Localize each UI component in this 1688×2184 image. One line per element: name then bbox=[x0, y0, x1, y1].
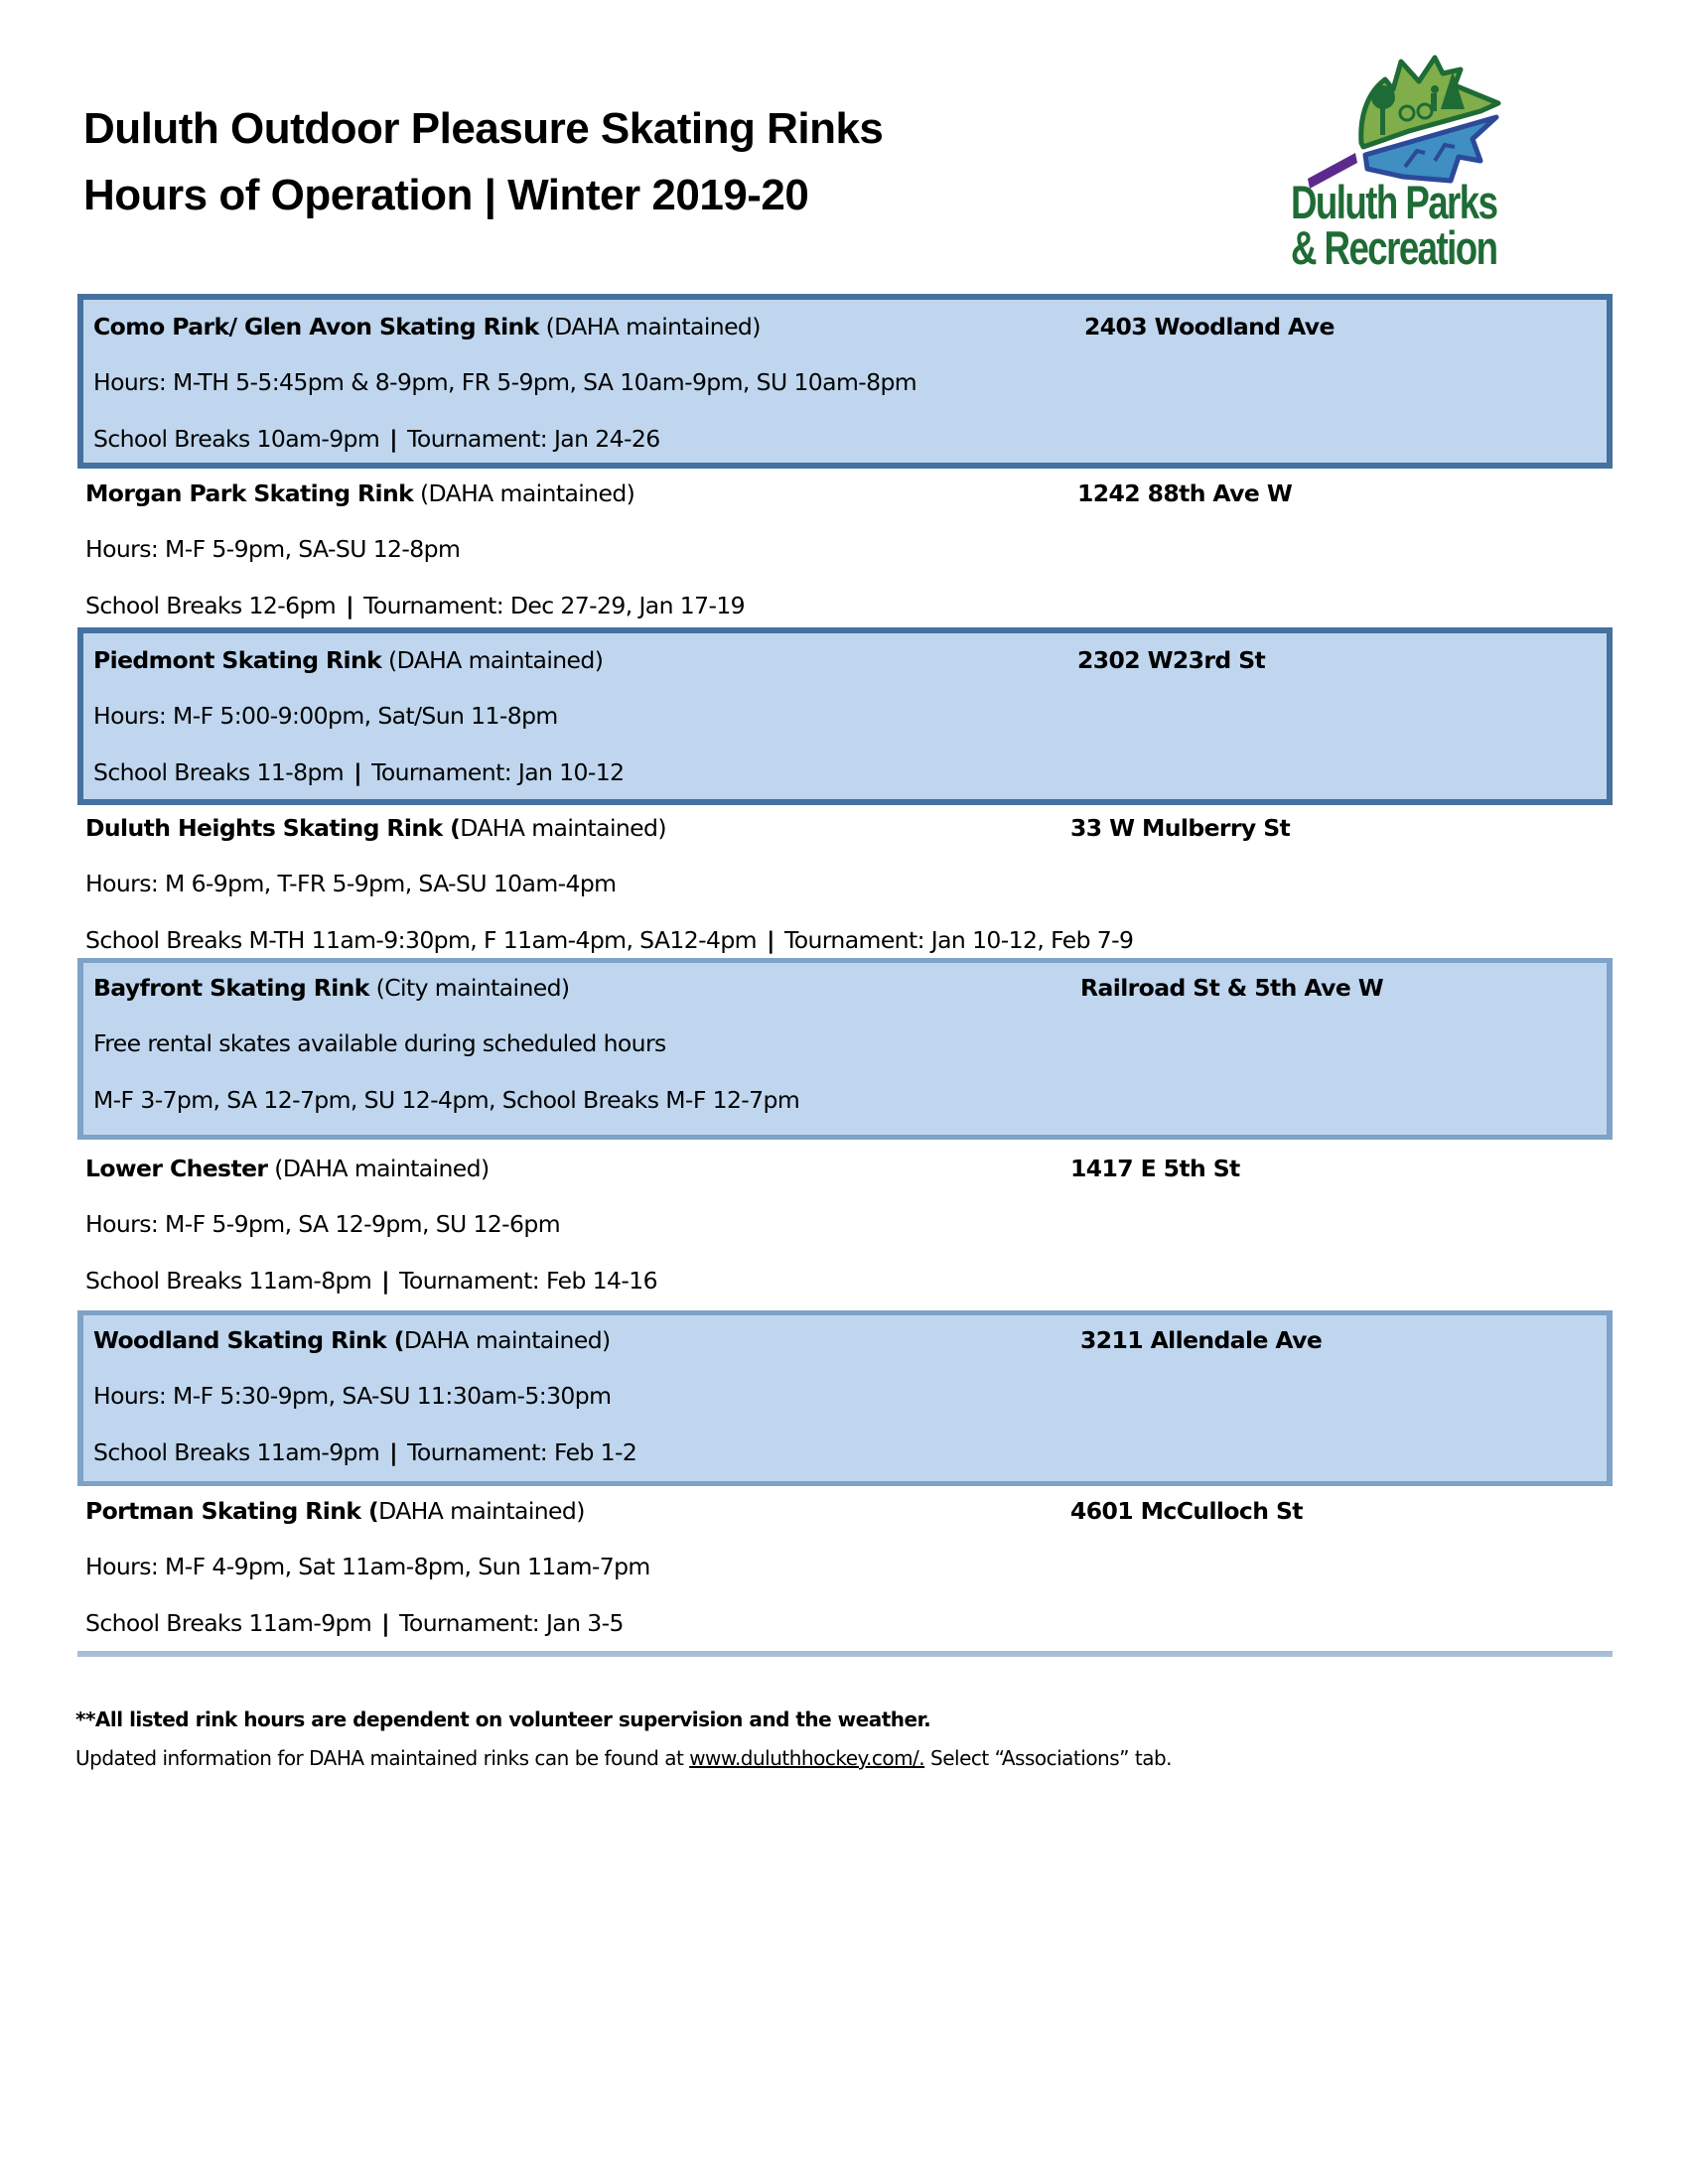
duluth-parks-leaf-logo-icon bbox=[1286, 52, 1514, 191]
logo-text-line2: & Recreation bbox=[1291, 221, 1497, 274]
rink-breaks-row bbox=[85, 592, 746, 619]
rink-address: 2403 Woodland Ave bbox=[1084, 313, 1335, 341]
rink-school-breaks: School Breaks 11am-9pm bbox=[93, 1438, 380, 1466]
rink-hours: Hours: M-F 5-9pm, SA 12-9pm, SU 12-6pm bbox=[85, 1210, 561, 1238]
rink-maintainer: (DAHA maintained) bbox=[381, 646, 604, 674]
rink-block-lower-chester bbox=[77, 1140, 1613, 1310]
rink-maintainer: DAHA maintained) bbox=[403, 1326, 611, 1354]
rink-name: Bayfront Skating Rink bbox=[93, 974, 369, 1002]
rink-name: Como Park/ Glen Avon Skating Rink bbox=[93, 313, 539, 341]
rink-address: 4601 McCulloch St bbox=[1070, 1497, 1303, 1525]
rink-name: Lower Chester bbox=[85, 1155, 268, 1182]
separator: | bbox=[389, 425, 398, 453]
rink-title-row bbox=[85, 1497, 585, 1525]
footnote-info-prefix: Updated information for DAHA maintained rinks can be found at bbox=[75, 1746, 690, 1770]
separator: | bbox=[766, 926, 774, 954]
rink-hours: Hours: M-F 5:30-9pm, SA-SU 11:30am-5:30pm bbox=[93, 1382, 612, 1410]
table-bottom-rule bbox=[77, 1651, 1613, 1657]
rink-school-breaks: School Breaks 10am-9pm bbox=[93, 425, 380, 453]
rink-breaks-row bbox=[85, 926, 1134, 954]
rink-block-portman bbox=[77, 1486, 1613, 1648]
rink-title-row bbox=[93, 1326, 611, 1354]
rink-breaks-row bbox=[93, 425, 660, 453]
rink-title-row bbox=[93, 313, 761, 341]
footnote-info bbox=[75, 1748, 1172, 1768]
logo-text-line1: Duluth Parks bbox=[1291, 176, 1497, 228]
rink-breaks-row bbox=[93, 1438, 637, 1466]
rink-rental-note: Free rental skates available during scheduled hours bbox=[93, 1029, 666, 1057]
rink-block-woodland bbox=[77, 1310, 1613, 1486]
rink-name: Woodland Skating Rink ( bbox=[93, 1326, 404, 1354]
rink-hours: Hours: M-F 5-9pm, SA-SU 12-8pm bbox=[85, 535, 461, 563]
rink-block-bayfront bbox=[77, 958, 1613, 1140]
rink-breaks-row bbox=[85, 1267, 657, 1295]
rink-maintainer: DAHA maintained) bbox=[378, 1497, 585, 1525]
rink-maintainer: (DAHA maintained) bbox=[267, 1155, 490, 1182]
rink-school-breaks: School Breaks 11am-9pm bbox=[85, 1609, 372, 1637]
separator: | bbox=[353, 758, 362, 786]
rink-block-morgan-park bbox=[77, 469, 1613, 627]
rink-hours: Hours: M-TH 5-5:45pm & 8-9pm, FR 5-9pm, SA 10am-9pm, SU 10am-8pm bbox=[93, 368, 917, 396]
rink-hours: M-F 3-7pm, SA 12-7pm, SU 12-4pm, School Breaks M-F 12-7pm bbox=[93, 1086, 800, 1114]
duluthhockey-link[interactable]: www.duluthhockey.com/. bbox=[689, 1746, 925, 1770]
footnote-info-suffix: Select “Associations” tab. bbox=[924, 1746, 1173, 1770]
separator: | bbox=[381, 1609, 390, 1637]
rink-title-row bbox=[85, 1155, 490, 1182]
rink-address: 3211 Allendale Ave bbox=[1080, 1326, 1323, 1354]
footnote-disclaimer: **All listed rink hours are dependent on volunteer supervision and the weather. bbox=[75, 1707, 931, 1731]
rink-title-row bbox=[85, 479, 635, 507]
rink-block-piedmont bbox=[77, 627, 1613, 805]
rink-hours: Hours: M 6-9pm, T-FR 5-9pm, SA-SU 10am-4pm bbox=[85, 870, 617, 897]
rink-name: Piedmont Skating Rink bbox=[93, 646, 382, 674]
rink-name: Portman Skating Rink ( bbox=[85, 1497, 379, 1525]
rink-name: Duluth Heights Skating Rink ( bbox=[85, 814, 461, 842]
separator: | bbox=[346, 592, 354, 619]
rink-address: 1242 88th Ave W bbox=[1077, 479, 1293, 507]
rink-tournament: Tournament: Jan 10-12 bbox=[371, 758, 625, 786]
separator: | bbox=[389, 1438, 398, 1466]
rink-title-row bbox=[85, 814, 666, 842]
rink-maintainer: (DAHA maintained) bbox=[538, 313, 761, 341]
page-title: Duluth Outdoor Pleasure Skating Rinks bbox=[83, 104, 884, 153]
rink-tournament: Tournament: Jan 3-5 bbox=[399, 1609, 624, 1637]
rink-school-breaks: School Breaks 11am-8pm bbox=[85, 1267, 372, 1295]
rink-tournament: Tournament: Jan 10-12, Feb 7-9 bbox=[783, 926, 1134, 954]
rink-breaks-row bbox=[93, 758, 625, 786]
rink-tournament: Tournament: Feb 1-2 bbox=[407, 1438, 637, 1466]
rink-block-duluth-heights bbox=[77, 805, 1613, 958]
rink-hours: Hours: M-F 4-9pm, Sat 11am-8pm, Sun 11am-7pm bbox=[85, 1553, 650, 1580]
rink-tournament: Tournament: Jan 24-26 bbox=[407, 425, 660, 453]
rink-name: Morgan Park Skating Rink bbox=[85, 479, 414, 507]
rink-maintainer: (City maintained) bbox=[368, 974, 570, 1002]
separator: | bbox=[381, 1267, 390, 1295]
rink-maintainer: (DAHA maintained) bbox=[413, 479, 635, 507]
rink-school-breaks: School Breaks 12-6pm bbox=[85, 592, 337, 619]
rink-school-breaks: School Breaks M-TH 11am-9:30pm, F 11am-4pm, SA12-4pm bbox=[85, 926, 757, 954]
rink-address: 1417 E 5th St bbox=[1070, 1155, 1240, 1182]
rink-title-row bbox=[93, 646, 604, 674]
rink-breaks-row bbox=[85, 1609, 624, 1637]
rink-address: Railroad St & 5th Ave W bbox=[1080, 974, 1384, 1002]
rink-hours: Hours: M-F 5:00-9:00pm, Sat/Sun 11-8pm bbox=[93, 702, 558, 730]
rink-address: 33 W Mulberry St bbox=[1070, 814, 1291, 842]
page-subtitle: Hours of Operation | Winter 2019-20 bbox=[83, 171, 809, 219]
rink-title-row bbox=[93, 974, 570, 1002]
rink-address: 2302 W23rd St bbox=[1077, 646, 1266, 674]
rink-school-breaks: School Breaks 11-8pm bbox=[93, 758, 345, 786]
rink-block-como-park bbox=[77, 294, 1613, 469]
rink-tournament: Tournament: Dec 27-29, Jan 17-19 bbox=[363, 592, 746, 619]
rink-tournament: Tournament: Feb 14-16 bbox=[399, 1267, 657, 1295]
rink-maintainer: DAHA maintained) bbox=[460, 814, 666, 842]
